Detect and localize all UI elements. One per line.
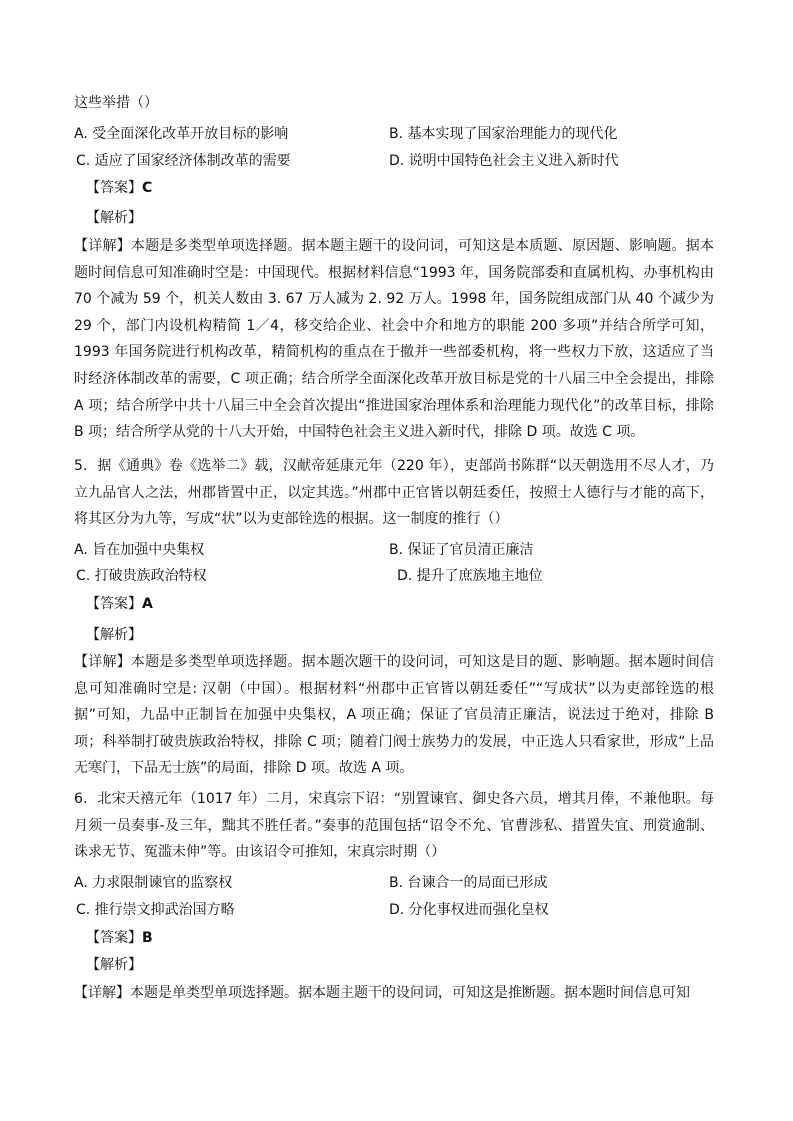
q4-analysis-label: 【解析】 <box>86 210 142 226</box>
q6-option-a: A. 力求限制谏官的监察权 <box>74 875 233 891</box>
q4-option-a: A. 受全面深化改革开放目标的影响 <box>74 126 289 142</box>
q4-answer-label: 【答案】 <box>86 180 142 196</box>
q6-answer-value: B <box>142 930 153 946</box>
q5-option-d: D. 提升了庶族地主地位 <box>397 568 543 584</box>
q4-answer-value: C <box>142 180 153 196</box>
q6-option-b: B. 台谏合一的局面已形成 <box>389 875 548 891</box>
q4-option-d: D. 说明中国特色社会主义进入新时代 <box>389 153 619 169</box>
q6-detail: 【详解】本题是单类型单项选择题。据本题主题干的设问词，可知这是推断题。据本题时间信息可知 <box>74 985 690 1001</box>
q4-answer <box>86 178 152 198</box>
q6-option-c: C. 推行崇文抑武治国方略 <box>76 902 235 918</box>
q5-answer-label: 【答案】 <box>86 596 142 612</box>
q4-option-c: C. 适应了国家经济体制改革的需要 <box>76 153 291 169</box>
q4-detail: 【详解】本题是多类型单项选择题。据本题主题干的设问词，可知这是本质题、原因题、影响题。据本题时间信息可知准确时空是：中国现代。根据材料信息“1993 年，国务院部委和直属机构、办事机构由 70 个减为 59 个，机关人数由 3. 67 万人减为 2. 92 万人。1998 年，国务院组成部门从 40 个减少为 29 个，部门内设机构精简 1／4，移交给企业、社会中介和地方的职能 200 多项”并结合所学可知，1993 年国务院进行机构改革，精简机构的重点在于撤并一些部委机构，将一些权力下放，这适应了当时经济体制改革的需要，C 项正确；结合所学全面深化改革开放目标是党的十八届三中全会提出，排除 A 项；结合所学中共十八届三中全会首次提出“推进国家治理体系和治理能力现代化”的改革目标，排除 B 项；结合所学从党的十八大开始，中国特色社会主义进入新时代，排除 D 项。故选 C 项。 <box>74 238 714 441</box>
q6-analysis-label: 【解析】 <box>86 957 142 973</box>
q5-answer <box>86 594 153 614</box>
q6-answer-label: 【答案】 <box>86 930 142 946</box>
q5-analysis-label: 【解析】 <box>86 627 142 643</box>
q5-answer-value: A <box>142 596 153 612</box>
q5-option-b: B. 保证了官员清正廉洁 <box>389 542 534 558</box>
q6-option-d: D. 分化事权进而强化皇权 <box>389 902 549 918</box>
q6-answer <box>86 928 153 948</box>
q5-detail: 【详解】本题是多类型单项选择题。据本题次题干的设问词，可知这是目的题、影响题。据本题时间信息可知准确时空是: 汉朝（中国）。根据材料“州郡中正官皆以朝廷委任”“写成状”以为吏部铨选的根据”可知，九品中正制旨在加强中央集权，A 项正确；保证了官员清正廉洁，说法过于绝对，排除 B 项；科举制打破贵族政治特权，排除 C 项；随着门阀士族势力的发展，中正选人只看家世，形成“上品无寒门，下品无士族”的局面，排除 D 项。故选 A 项。 <box>74 654 714 777</box>
q5-option-a: A. 旨在加强中央集权 <box>74 542 205 558</box>
q5-stem: 5．据《通典》卷《选举二》载，汉献帝延康元年（220 年），吏部尚书陈群“以天朝选用不尽人才，乃立九品官人之法，州郡皆置中正，以定其选。”州郡中正官皆以朝廷委任，按照士人德行与才能的高下，将其区分为九等，写成“状”以为吏部铨选的根据。这一制度的推行（） <box>74 458 714 528</box>
q6-stem: 6．北宋天禧元年（1017 年）二月，宋真宗下诏：“别置谏官、御史各六员，增其月俸，不兼他职。每月须一员奏事-及三年，黜其不胜任者。”奏事的范围包括“诏令不允、官曹涉私、措置失宜、刑赏逾制、诛求无节、冤滥未伸”等。由该诏令可推知，宋真宗时期（） <box>74 791 714 861</box>
q5-option-c: C. 打破贵族政治特权 <box>76 568 207 584</box>
q4-option-b: B. 基本实现了国家治理能力的现代化 <box>389 126 618 142</box>
q4-stem-tail: 这些举措（） <box>74 95 158 111</box>
